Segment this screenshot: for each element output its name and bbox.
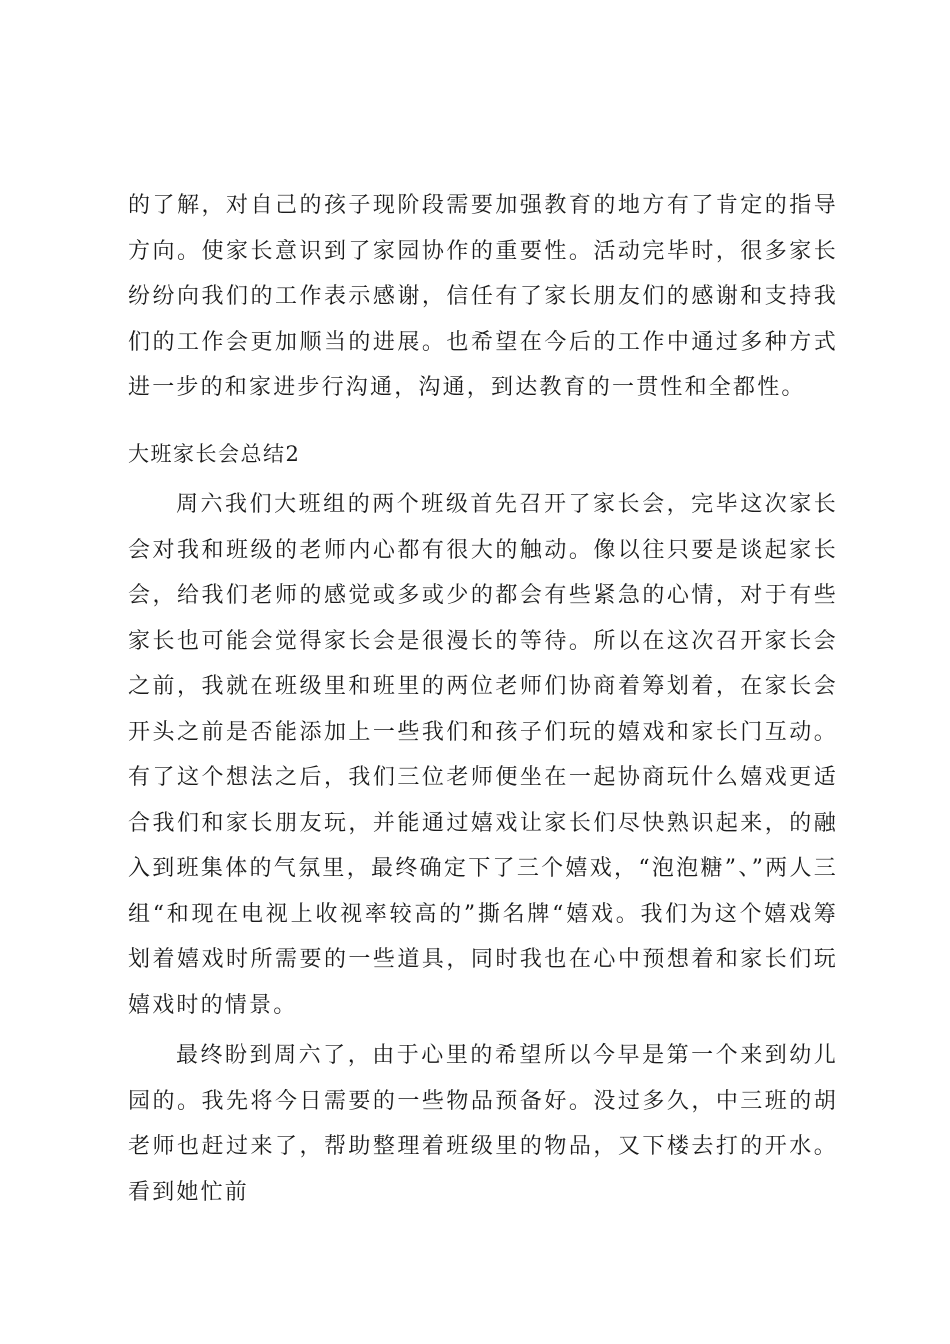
section-heading: 大班家长会总结2 [128, 442, 301, 466]
paragraph-body: 周六我们大班组的两个班级首先召开了家长会，完毕这次家长会对我和班级的老师内心都有很大的触动。像以往只要是谈起家长会，给我们老师的感觉或多或少的都会有些紧急的心情，对于有些家长也可能会觉得家长会是很漫长的等待。所以在这次召开家长会之前，我就在班级里和班里的两位老师们协商着筹划着，在家长会开头之前是否能添加上一些我们和孩子们玩的嬉戏和家长门互动。有了这个想法之后，我们三位老师便坐在一起协商玩什么嬉戏更适合我们和家长朋友玩，并能通过嬉戏让家长们尽快熟识起来，的融入到班集体的气氛里，最终确定下了三个嬉戏，“泡泡糖”、”两人三组“和现在电视上收视率较高的”撕名牌“嬉戏。我们为这个嬉戏筹划着嬉戏时所需要的一些道具，同时我也在心中预想着和家长们玩嬉戏时的情景。 [128, 492, 838, 1018]
paragraph-body-2: 最终盼到周六了，由于心里的希望所以今早是第一个来到幼儿园的。我先将今日需要的一些物品预备好。没过多久，中三班的胡老师也赶过来了，帮助整理着班级里的物品，又下楼去打的开水。看到她忙前 [128, 1043, 838, 1205]
paragraph-continued: 的了解，对自己的孩子现阶段需要加强教育的地方有了肯定的指导方向。使家长意识到了家园协作的重要性。活动完毕时，很多家长纷纷向我们的工作表示感谢，信任有了家长朋友们的感谢和支持我们的工作会更加顺当的进展。也希望在今后的工作中通过多种方式进一步的和家进步行沟通，沟通，到达教育的一贯性和全都性。 [128, 193, 838, 400]
